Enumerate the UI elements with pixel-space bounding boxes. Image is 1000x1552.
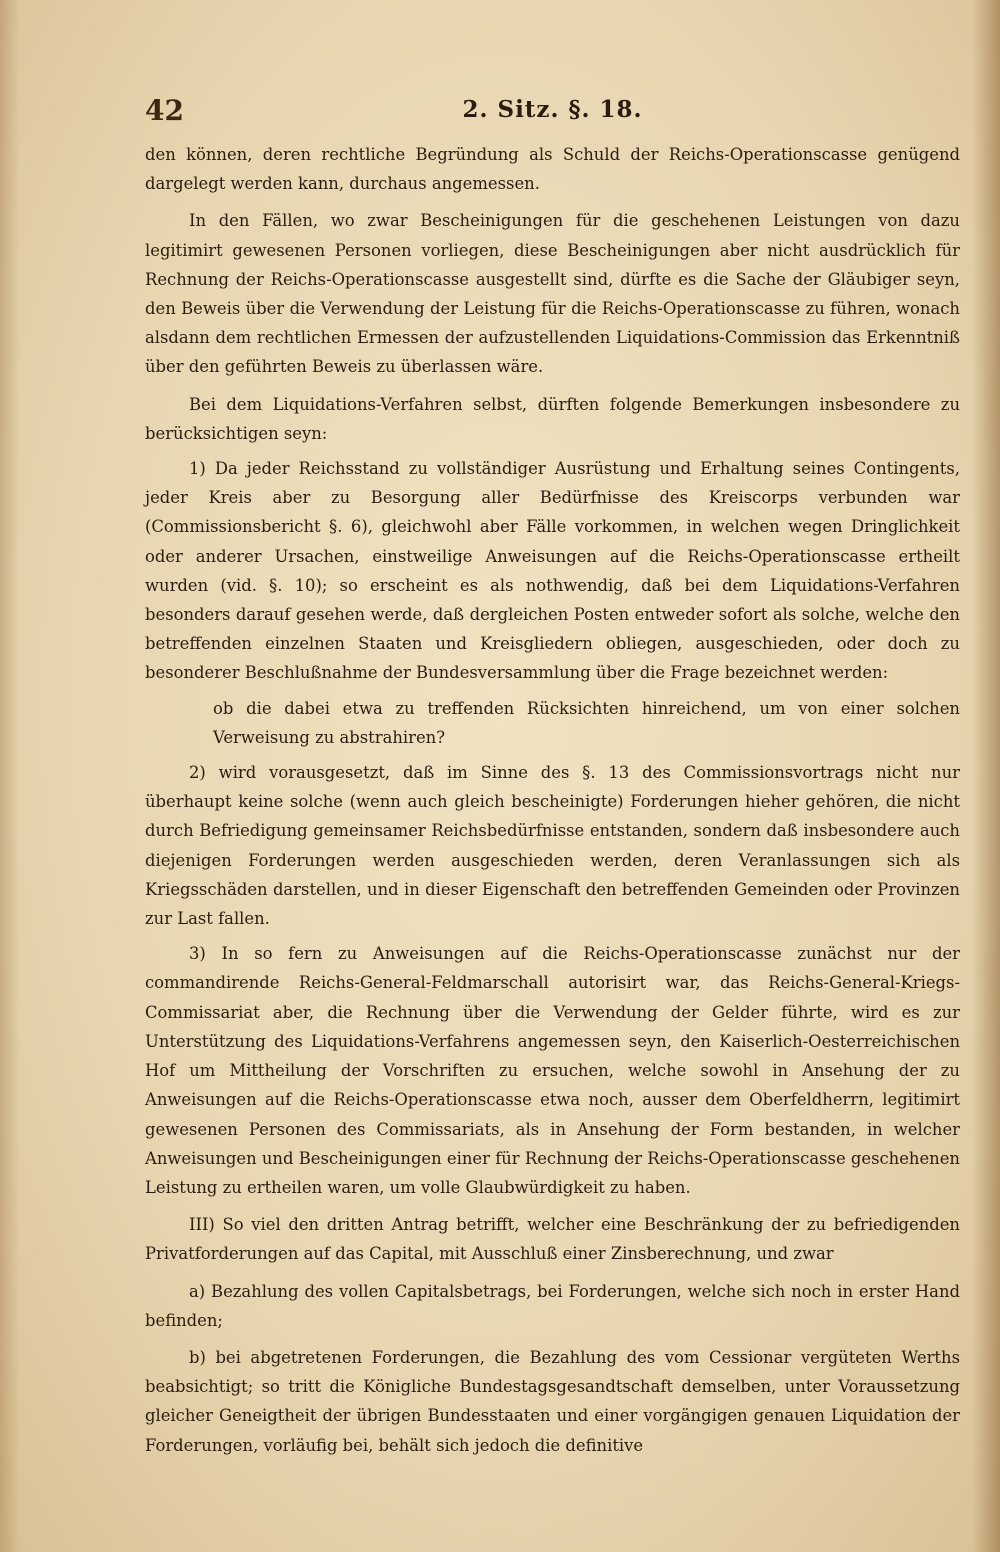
running-head: 2. Sitz. §. 18.	[462, 96, 643, 123]
page-edge-shadow	[972, 0, 1000, 1552]
paragraph: In den Fällen, wo zwar Bescheinigungen für die geschehenen Leistungen von dazu legitimirt gewesenen Personen vorliegen, diese Bescheinigungen aber nicht ausdrücklich für Rechnung der Reichs-Operationscasse ausgestellt sind, dürfte es die Sache der Gläubiger seyn, den Beweis über die Verwendung der Leistung für die Reichs-Operationscasse zu führen, wonach alsdann dem rechtlichen Ermessen der aufzustellenden Liquidations-Commission das Erkenntniß über den geführten Beweis zu überlassen wäre.	[145, 211, 960, 377]
list-item: 1) Da jeder Reichsstand zu vollständiger Ausrüstung und Erhaltung seines Contingents, jeder Kreis aber zu Besorgung aller Bedürfnisse des Kreiscorps verbunden war (Commissionsbericht §. 6), gleichwohl aber Fälle vorkommen, in welchen wegen Dringlichkeit oder anderer Ursachen, einstweilige Anweisungen auf die Reichs-Operationscasse ertheilt wurden (vid. §. 10); so erscheint es als nothwendig, daß bei dem Liquidations-Verfahren besonders darauf gesehen werde, daß dergleichen Posten entweder sofort als solche, welche den betreffenden einzelnen Staaten und Kreisgliedern obliegen, ausgeschieden, oder doch zu besonderer Beschlußnahme der Bundesversammlung über die Frage bezeichnet werden:	[145, 459, 960, 683]
list-item: III) So viel den dritten Antrag betrifft, welcher eine Beschränkung der zu befriedigenden Privatforderungen auf das Capital, mit Ausschluß einer Zinsberechnung, und zwar	[145, 1215, 960, 1264]
list-item: b) bei abgetretenen Forderungen, die Bezahlung des vom Cessionar vergüteten Werths beabsichtigt; so tritt die Königliche Bundestagsgesandtschaft demselben, unter Voraussetzung gleicher Geneigtheit der übrigen Bundesstaaten und einer vorgängigen genauen Liquidation der Forderungen, vorläufig bei, behält sich jedoch die definitive	[145, 1347, 960, 1455]
page-header	[145, 94, 960, 134]
paragraph: den können, deren rechtliche Begründung als Schuld der Reichs-Operationscasse genügend dargelegt werden kann, durchaus angemessen.	[145, 145, 960, 194]
list-item: 3) In so fern zu Anweisungen auf die Reichs-Operationscasse zunächst nur der commandirende Reichs-General-Feldmarschall autorisirt war, das Reichs-General-Kriegs-Commissariat aber, die Rechnung über die Verwendung der Gelder führte, wird es zur Unterstützung des Liquidations-Verfahrens angemessen seyn, den Kaiserlich-Oesterreichischen Hof um Mittheilung der Vorschriften zu ersuchen, welche sowohl in Ansehung der zu Anweisungen auf die Reichs-Operationscasse etwa noch, ausser dem Oberfeldherrn, legitimirt gewesenen Personen des Commissariats, als in Ansehung der Form bestanden, in welcher Anweisungen und Bescheinigungen einer für Rechnung der Reichs-Operationscasse geschehenen Leistung zu ertheilen waren, um volle Glaubwürdigkeit zu haben.	[145, 944, 960, 1197]
block-quote: ob die dabei etwa zu treffenden Rücksichten hinreichend, um von einer solchen Verweisung zu abstrahiren?	[213, 698, 960, 747]
body-text	[145, 140, 960, 1460]
page-gutter-shadow	[0, 0, 20, 1552]
list-item: 2) wird vorausgesetzt, daß im Sinne des §. 13 des Commissionsvortrags nicht nur überhaupt keine solche (wenn auch gleich bescheinigte) Forderungen hieher gehören, die nicht durch Befriedigung gemeinsamer Reichsbedürfnisse entstanden, sondern daß insbesondere auch diejenigen Forderungen werden ausgeschieden werden, deren Veranlassungen sich als Kriegsschäden darstellen, und in dieser Eigenschaft den betreffenden Gemeinden oder Provinzen zur Last fallen.	[145, 763, 960, 929]
list-item: a) Bezahlung des vollen Capitalsbetrags, bei Forderungen, welche sich noch in erster Hand befinden;	[145, 1281, 960, 1330]
page-number: 42	[145, 94, 184, 127]
paragraph: Bei dem Liquidations-Verfahren selbst, dürften folgende Bemerkungen insbesondere zu berücksichtigen seyn:	[145, 394, 960, 443]
